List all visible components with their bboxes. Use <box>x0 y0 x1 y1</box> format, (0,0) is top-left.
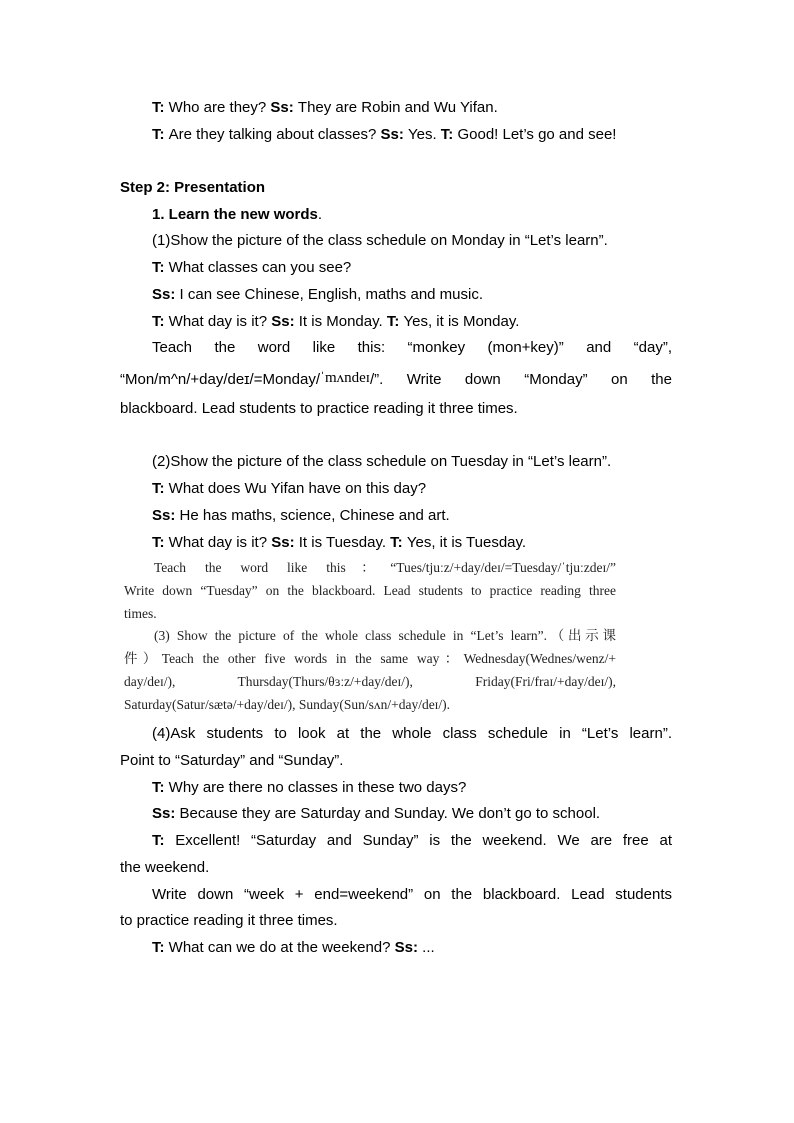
line-text: It is Tuesday. <box>298 534 391 551</box>
bold-label: T: <box>152 480 169 497</box>
bold-label: Ss: <box>270 99 298 116</box>
text-line <box>152 506 672 526</box>
bold-label: Ss: <box>271 313 299 330</box>
bold-label: T: <box>440 126 458 143</box>
line-text: blackboard. Lead students to practice reading it three times. <box>120 400 518 417</box>
bold-label: Ss: <box>380 126 408 143</box>
bold-label: T: <box>152 99 169 116</box>
text-line <box>120 751 672 771</box>
bold-label: T: <box>386 313 404 330</box>
bold-label: T: <box>390 534 407 551</box>
bold-label: Step 2: Presentation <box>120 179 266 196</box>
text-line <box>154 626 616 646</box>
text-line <box>124 672 616 692</box>
text-line <box>120 911 672 931</box>
line-text: Write down “Tuesday” on the blackboard. Lead students to practice reading three <box>124 583 616 598</box>
text-line <box>152 778 672 798</box>
line-text: the weekend. <box>120 859 210 876</box>
bold-label: Ss: <box>152 286 180 303</box>
line-text: What does Wu Yifan have on this day? <box>168 480 427 497</box>
text-line <box>152 231 672 251</box>
bold-label: 1. Learn the new words <box>152 206 318 223</box>
line-text: ... <box>422 939 435 956</box>
text-line <box>124 581 616 601</box>
text-line <box>152 338 672 358</box>
text-line <box>152 452 672 472</box>
text-line <box>152 125 672 145</box>
text-line <box>152 98 672 118</box>
line-text: (3) Show the picture of the whole class schedule in “Let’s learn”.（出示课 <box>154 628 616 643</box>
line-text: Who are they? <box>168 99 271 116</box>
text-line <box>154 558 616 578</box>
line-text: Saturday(Satur/sætə/+day/deɪ/), Sunday(Sun/sʌn/+day/deɪ/). <box>124 697 451 712</box>
line-text: (1)Show the picture of the class schedule on Monday in “Let’s learn”. <box>152 232 608 249</box>
bold-label: Ss: <box>271 534 299 551</box>
line-text: Teach the word like this：“Tues/tjuːz/+day/deɪ/=Tuesday/ˈtjuːzdeɪ/” <box>154 560 616 575</box>
line-text: day/deɪ/), Thursday(Thurs/θɜːz/+day/deɪ/), Friday(Fri/fraɪ/+day/deɪ/), <box>124 674 616 689</box>
text-line <box>152 258 672 278</box>
text-line <box>120 368 672 390</box>
line-text: times. <box>124 606 157 621</box>
line-text: Yes. <box>407 126 441 143</box>
line-text: 件）Teach the other five words in the same way：Wednesday(Wednes/wenz/+ <box>124 651 616 666</box>
phonetic-text: ˈmʌndeɪ <box>319 370 370 386</box>
bold-label: T: <box>152 832 176 849</box>
text-line <box>152 285 672 305</box>
text-line <box>152 938 672 958</box>
line-text: Are they talking about classes? <box>168 126 381 143</box>
line-text: (2)Show the picture of the class schedule on Tuesday in “Let’s learn”. <box>152 453 612 470</box>
line-text: I can see Chinese, English, maths and music. <box>179 286 484 303</box>
line-text: Why are there no classes in these two days? <box>168 779 467 796</box>
text-line <box>120 399 672 419</box>
line-text: Teach the word like this: “monkey (mon+key)” and “day”, <box>152 339 672 356</box>
bold-label: Ss: <box>152 805 180 822</box>
text-line <box>120 178 672 198</box>
bold-label: Ss: <box>152 507 180 524</box>
line-text: They are Robin and Wu Yifan. <box>297 99 498 116</box>
text-line <box>152 533 672 553</box>
line-text: “Mon/m^n/+day/deɪ/=Monday/ <box>120 371 320 388</box>
line-text: Yes, it is Tuesday. <box>406 534 527 551</box>
line-text: What classes can you see? <box>168 259 352 276</box>
text-line <box>152 205 672 225</box>
text-line <box>124 649 616 669</box>
bold-label: T: <box>152 534 169 551</box>
line-text: Yes, it is Monday. <box>403 313 520 330</box>
line-text: Because they are Saturday and Sunday. We don’t go to school. <box>179 805 601 822</box>
text-line <box>152 479 672 499</box>
line-text: He has maths, science, Chinese and art. <box>179 507 450 524</box>
bold-label: T: <box>152 939 169 956</box>
text-line <box>120 858 672 878</box>
line-text: What can we do at the weekend? <box>168 939 395 956</box>
line-text: Excellent! “Saturday and Sunday” is the weekend. We are free at <box>175 832 672 849</box>
bold-label: T: <box>152 259 169 276</box>
text-line <box>124 695 616 715</box>
text-line <box>152 885 672 905</box>
bold-label: T: <box>152 779 169 796</box>
text-line <box>152 312 672 332</box>
text-line <box>152 804 672 824</box>
line-text: (4)Ask students to look at the whole class schedule in “Let’s learn”. <box>152 725 672 742</box>
bold-label: Ss: <box>394 939 423 956</box>
text-line <box>124 604 616 624</box>
line-text: What day is it? <box>168 534 272 551</box>
text-line <box>152 831 672 851</box>
line-text: Point to “Saturday” and “Sunday”. <box>120 752 344 769</box>
line-text: /”. Write down “Monday” on the <box>369 371 672 388</box>
line-text: Good! Let’s go and see! <box>457 126 617 143</box>
bold-label: T: <box>152 313 169 330</box>
line-text: What day is it? <box>168 313 272 330</box>
line-text: It is Monday. <box>298 313 387 330</box>
line-text: to practice reading it three times. <box>120 912 338 929</box>
text-line <box>152 724 672 744</box>
bold-label: T: <box>152 126 169 143</box>
line-text: . <box>317 206 323 223</box>
line-text: Write down “week + end=weekend” on the blackboard. Lead students <box>152 886 672 903</box>
